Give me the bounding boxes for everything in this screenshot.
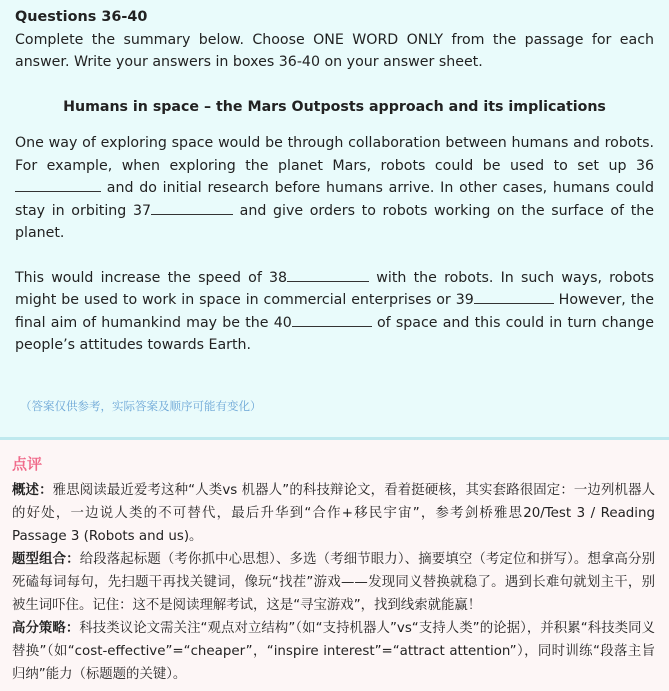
summary-paragraph-2: This would increase the speed of 38 with the robots. In such ways, robots might be used to work in space in commercial enterprises or 39 However, the final aim of humankind may be the 40 of space and this could in turn change people’s attitudes towards Earth. xyxy=(15,267,654,357)
summary-paragraph-1: One way of exploring space would be through collaboration between humans and robots. For example, when exploring the planet Mars, robots could be used to set up 36 and do initial research before humans arrive. In other cases, humans could stay in orbiting 37 and give orders to robots working on the surface of the planet. xyxy=(15,135,654,242)
answer-gap-39[interactable] xyxy=(474,289,554,304)
review-title: 点评 xyxy=(12,455,43,473)
gap-number-40: 40 xyxy=(273,314,292,331)
answer-gap-40[interactable] xyxy=(292,312,372,327)
review-overview: 概述：雅思阅读最近爱考这种“人类vs 机器人”的科技辩论文，看着挺硬核，其实套路很固定：一边列机器人的好处，一边说人类的不可替代，最后升华到“合作+移民宇宙”，参考剑桥雅思20/Test 3 / Reading Passage 3 (Robots and us)。 xyxy=(12,483,656,544)
answer-gap-36[interactable] xyxy=(15,177,101,192)
review-question-types: 题型组合：给段落起标题（考你抓中心思想）、多选（考细节眼力）、摘要填空（考定位和拼写）。想拿高分别死磕每词每句，先扫题干再找关键词，像玩“找茬”游戏——发现同义替换就稳了。遇到长难句就划主干，别被生词吓住。记住：这不是阅读理解考试，这是“寻宝游戏”，找到线索就能赢！ xyxy=(12,552,656,613)
summary-title: Humans in space – the Mars Outposts approach and its implications xyxy=(63,98,606,115)
review-strategy: 高分策略：科技类议论文需关注“观点对立结构”（如“支持机器人”vs“支持人类”的论据），并积累“科技类同义替换”（如“cost-effective”=“cheaper”，“inspire interest”=“attract attention”），同时训练“段落主旨归纳”能力（标题题的关键）。 xyxy=(12,621,656,682)
gap-number-37: 37 xyxy=(132,202,151,219)
answer-gap-37[interactable] xyxy=(151,200,233,215)
gap-number-38: 38 xyxy=(269,269,288,286)
answer-disclaimer: （答案仅供参考，实际答案及顺序可能有变化） xyxy=(20,398,262,413)
gap-number-39: 39 xyxy=(455,292,474,309)
instructions: Complete the summary below. Choose ONE WORD ONLY from the passage for each answer. Write your answers in boxes 36-40 on your answer sheet. xyxy=(15,31,654,70)
answer-gap-38[interactable] xyxy=(287,267,369,282)
review-panel xyxy=(0,440,669,691)
questions-heading: Questions 36-40 xyxy=(15,9,148,25)
gap-number-36: 36 xyxy=(635,157,654,174)
